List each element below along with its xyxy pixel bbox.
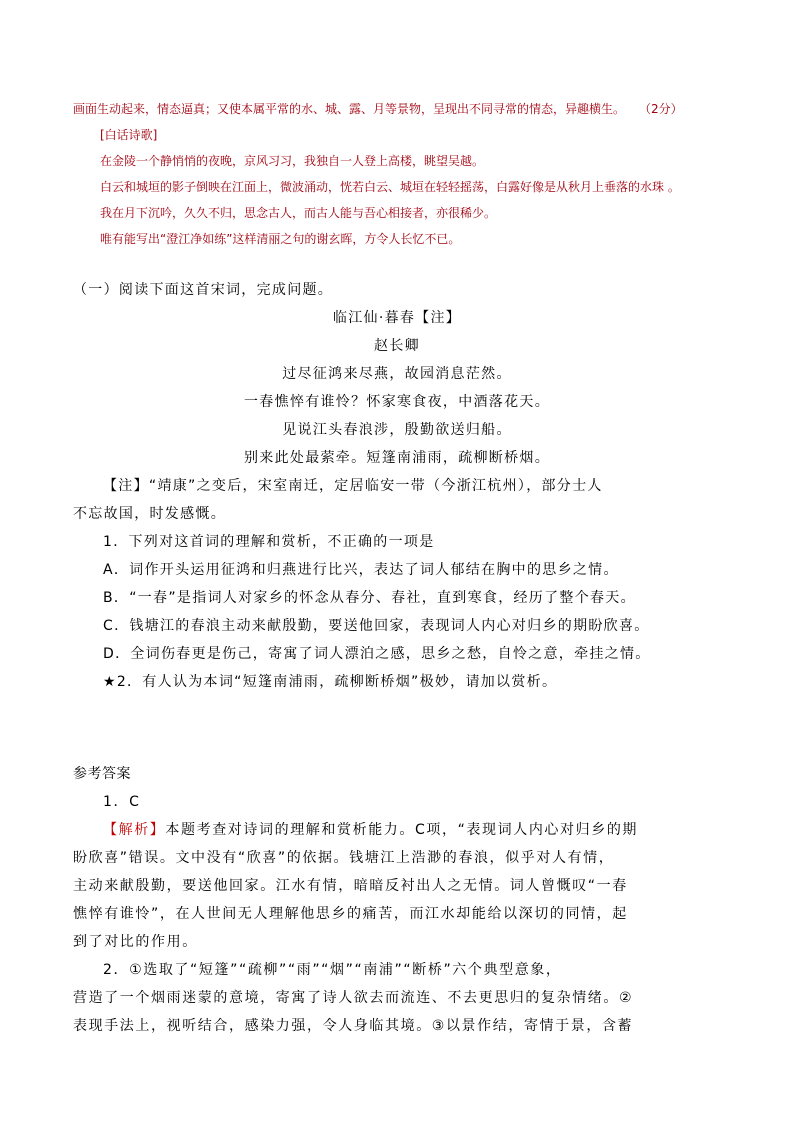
poem-line: 别来此处最萦牵。短篷南浦雨，疏柳断桥烟。 <box>244 450 550 466</box>
analysis-tag: 【解析】 <box>103 822 166 838</box>
vernacular-heading: [白话诗歌] <box>100 128 158 142</box>
vernacular-line: 白云和城垣的影子倒映在江面上，微波涌动，恍若白云、城垣在轻轻摇荡，白露好像是从秋月上垂落的水珠 。 <box>100 180 680 194</box>
poem-author: 赵长卿 <box>374 338 420 354</box>
poem-note: 【注】“靖康”之变后，宋室南迁，定居临安一带（今浙江杭州），部分士人 <box>103 478 603 494</box>
answer-2-line: 营造了一个烟雨迷蒙的意境，寄寓了诗人欲去而流连、不去更思归的复杂情绪。② <box>73 990 634 1006</box>
analysis-line: 主动来献殷勤，要送他回家。江水有情，暗暗反衬出人之无情。词人曾慨叹“一春 <box>73 878 628 894</box>
poem-line: 过尽征鸿来尽燕，故园消息茫然。 <box>282 366 512 382</box>
score-text: （2分） <box>639 102 683 116</box>
previous-answer-block <box>0 96 794 252</box>
answer-heading: 参考答案 <box>73 766 131 782</box>
poem-line: 一春憔悴有谁怜？怀家寒食夜，中酒落花天。 <box>244 394 550 410</box>
question-1: 1．下列对这首词的理解和赏析，不正确的一项是 <box>103 534 435 550</box>
poem-line: 见说江头春浪涉，殷勤欲送归船。 <box>282 422 512 438</box>
answer-2-line: 2．①选取了“短篷”“疏柳”“雨”“烟”“南浦”“断桥”六个典型意象， <box>103 962 562 978</box>
section-intro: （一）阅读下面这首宋词，完成问题。 <box>73 282 334 298</box>
poem-title: 临江仙·暮春【注】 <box>332 310 462 326</box>
answer-text: 画面生动起来，情态逼真；又使本属平常的水、城、露、月等景物，呈现出不同寻常的情态，异趣横生。 <box>73 102 626 116</box>
option-a: A．词作开头运用征鸿和归燕进行比兴，表达了词人郁结在胸中的思乡之情。 <box>103 562 619 578</box>
vernacular-line: 在金陵一个静悄悄的夜晚，京风习习，我独自一人登上高楼，眺望吴越。 <box>100 154 485 168</box>
vernacular-line: 我在月下沉吟，久久不归，思念古人，而古人能与吾心相接者，亦很稀少。 <box>100 206 497 220</box>
poem-note-continued: 不忘故国，时发感慨。 <box>73 506 226 522</box>
vernacular-line: 唯有能写出“澄江净如练”这样清丽之句的谢玄晖，方令人长忆不已。 <box>100 232 461 246</box>
answer-2-line: 表现手法上，视听结合，感染力强，令人身临其境。③以景作结，寄情于景，含蓄 <box>73 1018 634 1034</box>
option-b: B．“一春”是指词人对家乡的怀念从春分、春社，直到寒食，经历了整个春天。 <box>103 590 636 606</box>
question-section <box>0 276 794 696</box>
answer-line <box>0 96 794 122</box>
option-c: C．钱塘江的春浪主动来献殷勤，要送他回家，表现词人内心对归乡的期盼欣喜。 <box>103 618 650 634</box>
analysis-line <box>0 816 794 844</box>
analysis-line: 憔悴有谁怜”，在人世间无人理解他思乡的痛苦，而江水却能给以深切的同情，起 <box>73 906 628 922</box>
option-d: D．全词伤春更是伤己，寄寓了词人漂泊之感，思乡之愁，自怜之意，牵挂之情。 <box>103 646 651 662</box>
analysis-line: 盼欣喜”错误。文中没有“欣喜”的依据。钱塘江上浩渺的春浪，似乎对人有情， <box>73 850 615 866</box>
answer-1: 1．C <box>103 794 141 810</box>
analysis-line: 到了对比的作用。 <box>73 934 198 950</box>
question-2: ★2．有人认为本词“短篷南浦雨，疏柳断桥烟”极妙，请加以赏析。 <box>103 674 558 690</box>
analysis-text: 本题考查对诗词的理解和赏析能力。C项，“表现词人内心对归乡的期 <box>165 822 639 838</box>
answer-section <box>0 760 794 1040</box>
